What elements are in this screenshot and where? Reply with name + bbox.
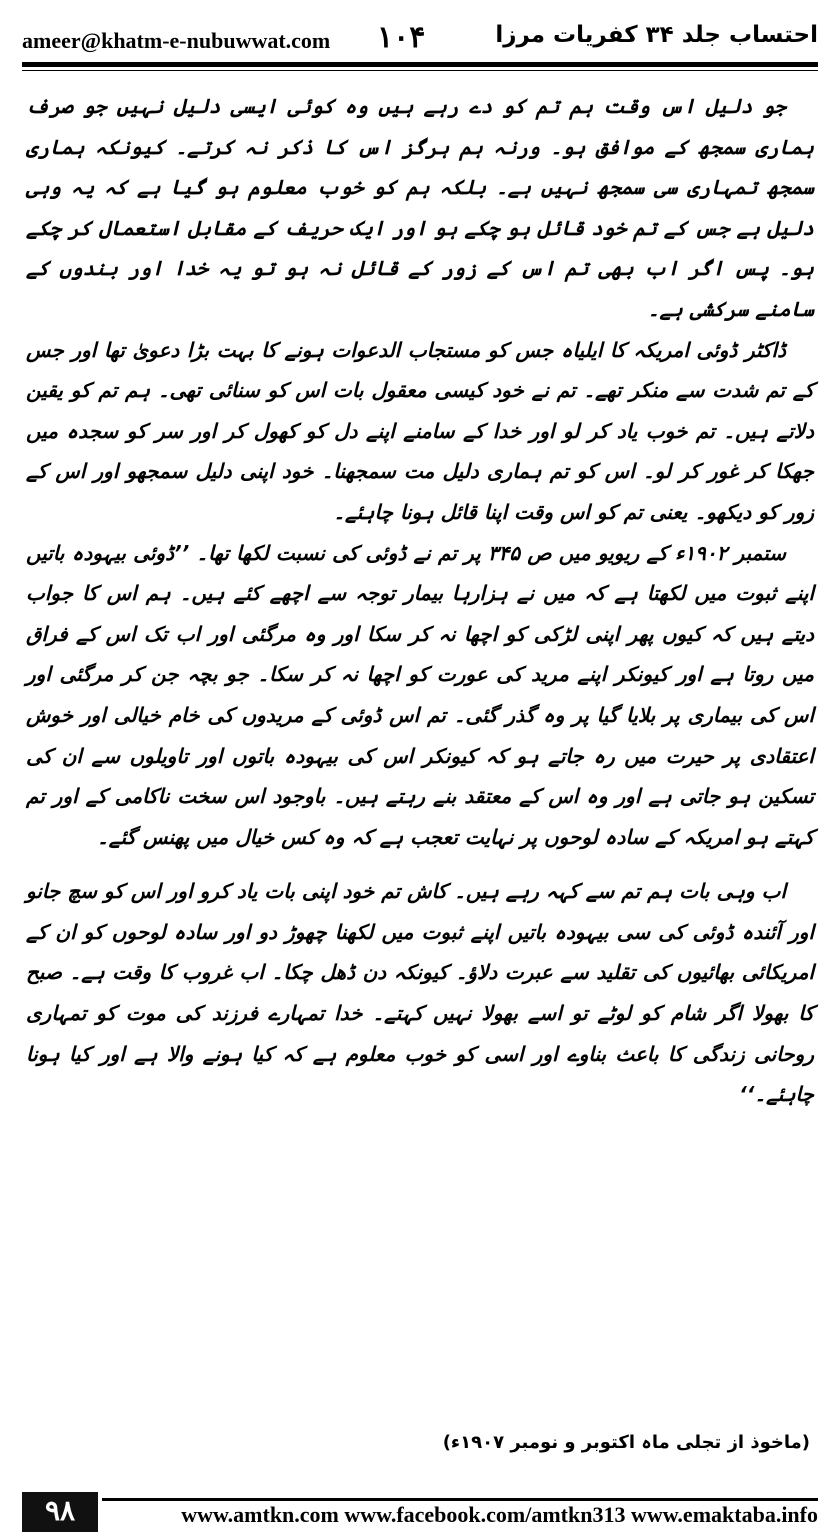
header-rule-thick <box>22 62 818 67</box>
page-footer <box>22 1492 818 1534</box>
source-citation: (ماخوذ از تجلی ماہ اکتوبر و نومبر ۱۹۰۷ء) <box>442 1432 810 1453</box>
paragraph: ستمبر ۱۹۰۲ء کے ریویو میں ص ۳۴۵ پر تم نے ڈوئی کی نسبت لکھا تھا۔ ’’ڈوئی بیہودہ باتیں اپنے ثبوت میں لکھتا ہے کہ میں نے ہزارہا بیمار توجہ سے اچھے کئے ہیں۔ ہم اس کا جواب دیتے ہیں کہ کیوں پھر اپنی لڑکی کو اچھا نہ کر سکا اور وہ مرگئی اور اب تک اس کے فراق میں روتا ہے اور کیونکر اپنے مرید کی عورت کو اچھا نہ کر سکا۔ جو بچہ جن کر مرگئی اور اس کی بیماری پر بلایا گیا پر وہ گذر گئی۔ تم اس ڈوئی کے مریدوں کی خام خیالی اور خوش اعتقادی پر حیرت میں رہ جاتے ہو کہ کیونکر اس کی بیہودہ باتوں اور تاویلوں سے ان کی تسکین ہو جاتی ہے اور وہ اس کے معتقد بنے رہتے ہیں۔ باوجود اس سخت ناکامی کے اور تم کہتے ہو امریکہ کے سادہ لوحوں پر نہایت تعجب ہے کہ وہ کس خیال میں پھنس گئے۔ <box>26 540 814 849</box>
header-email: ameer@khatm-e-nubuwwat.com <box>22 28 331 53</box>
header-rule-thin <box>22 70 818 71</box>
footer-page-number: ۹۸ <box>22 1492 98 1532</box>
paragraph: جو دلیل اس وقت ہم تم کو دے رہے ہیں وہ کوئی ایسی دلیل نہیں جو صرف ہماری سمجھ کے موافق ہو۔ ورنہ ہم ہرگز اس کا ذکر نہ کرتے۔ کیونکہ ہماری سمجھ تمہاری سی سمجھ نہیں ہے۔ بلکہ ہم کو خوب معلوم ہو گیا ہے کہ یہ وہی دلیل ہے جس کے تم خود قائل ہو چکے ہو اور ایک حریف کے مقابل استعمال کر چکے ہو۔ پس اگر اب بھی تم اس کے زور کے قائل نہ ہو تو یہ خدا اور بندوں کے سامنے سرکشی ہے۔ <box>26 94 814 321</box>
paragraph: اب وہی بات ہم تم سے کہہ رہے ہیں۔ کاش تم خود اپنی بات یاد کرو اور اس کو سچ جانو اور آئندہ ڈوئی کی سی بیہودہ باتیں اپنے ثبوت میں لکھنا چھوڑ دو اور سادہ لوحوں کو ان کے امریکائی بھائیوں کی تقلید سے عبرت دلاؤ۔ کیونکہ دن ڈھل چکا۔ اب غروب کا وقت ہے۔ صبح کا بھولا اگر شام کو لوٹے تو اسے بھولا نہیں کہتے۔ خدا تمہارے فرزند کی موت کو تمہاری روحانی زندگی کا باعث بناوے اور اسی کو خوب معلوم ہے کہ کیا ہونے والا ہے اور کیا ہونا چاہئے۔‘‘ <box>26 879 815 1107</box>
footer-urls: www.amtkn.com www.facebook.com/amtkn313 www.emaktaba.info <box>181 1502 818 1527</box>
running-title: احتساب جلد ۳۴ کفریات مرزا <box>495 22 818 48</box>
footer-rule <box>102 1498 818 1501</box>
header-page-number: ۱۰۴ <box>377 21 426 54</box>
body-text <box>26 86 814 1115</box>
page-header <box>22 6 818 58</box>
paragraph: ڈاکٹر ڈوئی امریکہ کا ایلیاہ جس کو مستجاب الدعوات ہونے کا بہت بڑا دعویٰ تھا اور جس کے تم شدت سے منکر تھے۔ تم نے خود کیسی معقول بات اس کو سنائی تھی۔ ہم تم کو یقین دلاتے ہیں۔ تم خوب یاد کر لو اور خدا کے سامنے اپنے دل کو کھول کر اور سر کو سجدہ میں جھکا کر غور کر لو۔ اس کو تم ہماری دلیل مت سمجھنا۔ خود اپنی دلیل سمجھو اور اس کے زور کو دیکھو۔ یعنی تم کو اس وقت اپنا قائل ہونا چاہئے۔ <box>26 337 814 524</box>
